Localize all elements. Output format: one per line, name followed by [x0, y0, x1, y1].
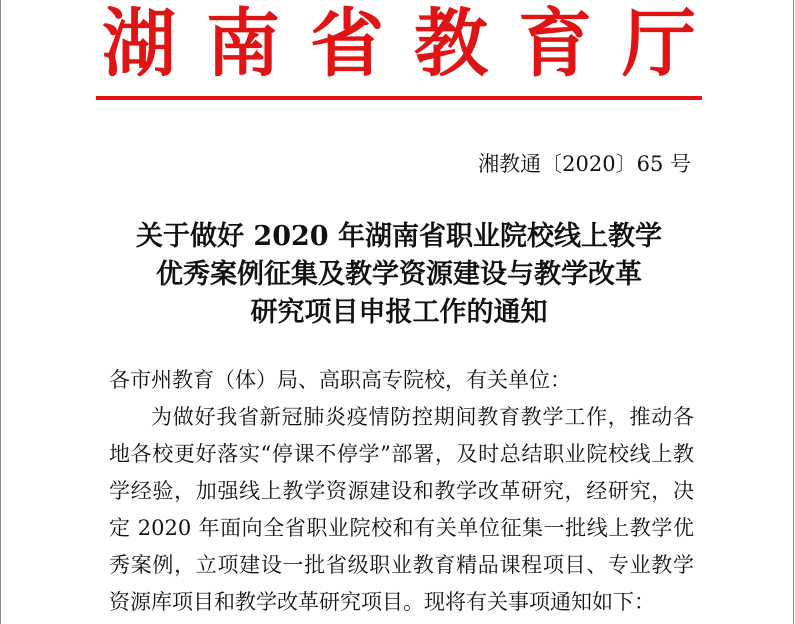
notice-title-line: 研究项目申报工作的通知 [250, 297, 548, 328]
red-header-rule [96, 96, 702, 100]
notice-title-line: 关于做好 2020 年湖南省职业院校线上教学 [136, 221, 662, 252]
org-title-char: 厅 [622, 1, 696, 87]
intro-paragraph: 为做好我省新冠肺炎疫情防控期间教育教学工作，推动各地各校更好落实“停课不停学”部署，及时总结职业院校线上教学经验，加强线上教学资源建设和教学改革研究，经研究，决定 2020 年面向全省职业院校和有关单位征集一批线上教学优秀案例，立项建设一批省级职业教育精品课程项目、专业教学资源库项目和教学改革研究项目。现将有关事项通知如下： [109, 405, 694, 614]
salutation: 各市州教育（体）局、高职高专院校，有关单位： [109, 368, 571, 392]
org-title-char: 教 [414, 1, 488, 87]
notice-title-line: 优秀案例征集及教学资源建设与教学改革 [156, 259, 642, 290]
org-title-char: 育 [518, 1, 592, 87]
document-number: 湘教通〔2020〕65 号 [478, 152, 691, 176]
org-title-char: 省 [310, 1, 384, 87]
notice-title [96, 218, 702, 332]
org-title-char: 南 [206, 1, 280, 87]
org-header-title [96, 0, 702, 88]
org-title-char: 湖 [102, 1, 176, 87]
notice-body [109, 362, 694, 621]
